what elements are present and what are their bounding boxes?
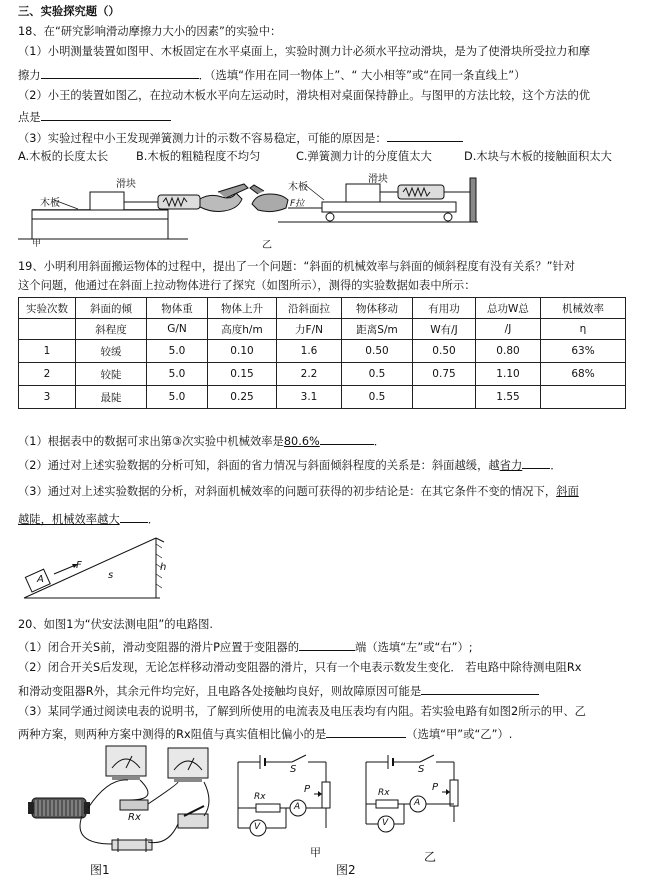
table-cell: 3 [19,386,76,409]
q19-answer-3-blank [120,510,148,523]
spring-scale-icon [158,195,200,209]
q19-data-table [18,297,626,409]
q20-part3-suffix: （选填“甲”或“乙”）. [406,728,513,741]
table-cell: 0.50 [342,340,413,363]
apparatus-figure [28,744,228,862]
table-row [19,340,626,363]
q18-part1-line2 [18,66,634,84]
circuit-jia-voltmeter-label: V [254,822,261,832]
table-header-cell: W有/J [413,319,476,340]
table-cell: 0.50 [413,340,476,363]
table-header-cell: 机械效率 [541,298,626,319]
resistor-icon [376,800,398,808]
q18-part3 [18,129,634,147]
circuit-yi-caption: 乙 [424,850,437,864]
battery-icon [112,838,152,852]
table-cell: 1.6 [277,340,342,363]
table-cell: 0.10 [208,340,277,363]
ammeter-icon [106,746,146,780]
table-cell: 2 [19,363,76,386]
q20-part3-blank[interactable] [326,725,406,738]
q18-stem: 18、在“研究影响滑动摩擦力大小的因素”的实验中： [18,25,282,38]
table-header-cell: 力F/N [277,319,342,340]
q19-stem-line1: 19、小明利用斜面搬运物体的过程中，提出了一个问题：“斜面的机械效率与斜面的倾斜程度有没有关系？”针对 [18,260,576,273]
table-cell: 63% [541,340,626,363]
pulling-hand-icon [250,185,288,212]
q18-option-a[interactable]: A.木板的长度太长 [18,150,109,163]
circuit-jia-figure [230,752,340,844]
table-cell: 0.25 [208,386,277,409]
table-cell: 较陡 [76,363,147,386]
q19-answer-2-text: （2）通过对上述实验数据的分析可知，斜面的省力情况与斜面倾斜程度的关系是：斜面越缓，越 [18,459,500,472]
q19-stem-line2: 这个问题，他通过在斜面上拉动物体进行了探究（如图所示），测得的实验数据如表中所示： [18,279,476,292]
table-cell: 0.75 [413,363,476,386]
circuit-jia-rx-label: Rx [254,792,266,802]
table-cell: 2.2 [277,363,342,386]
fig-b-force-label: F拉 [290,199,305,209]
table-header-cell [19,319,76,340]
q20-part2-line2 [18,682,634,700]
table-header-cell: 高度h/m [208,319,277,340]
pulling-hand-icon [200,184,248,212]
circuit-jia-ammeter-label: A [294,802,301,812]
q19-answer-3-value[interactable]: 斜面 [556,485,579,498]
table-header-cell: 斜面的倾 [76,298,147,319]
q18-part2-line2 [18,108,634,126]
incline-figure [18,530,178,606]
circuit-yi-voltmeter-label: V [382,818,389,828]
table-header-cell: η [541,319,626,340]
circuit-jia-slider-label: P [304,784,311,795]
table-header-cell: 有用功 [413,298,476,319]
fig1-caption: 图1 [90,863,110,877]
incline-slope-label: s [108,570,114,581]
q18-option-c[interactable]: C.弹簧测力计的分度值太大 [296,150,432,163]
circuit-yi-figure [358,752,468,844]
circuit-yi-switch-label: S [418,764,425,775]
q19-answer-1: （1）根据表中的数据可求出第③次实验中机械效率是80.6% ． [18,432,634,450]
incline-force-label: F [76,560,82,571]
switch-icon [420,755,434,762]
table-row [19,363,626,386]
q18-part3-answer-blank[interactable] [387,129,463,142]
spring-scale-icon [398,185,444,199]
table-cell: 5.0 [147,340,208,363]
q18-part2-answer-blank[interactable] [41,108,171,121]
fig-a-board-label: 木板 [40,198,60,209]
table-cell: 0.15 [208,363,277,386]
section-title: 三、实验探究题（） [18,5,120,18]
table-cell: 5.0 [147,386,208,409]
q19-answer-1-blank [320,432,374,445]
apparatus-rx-label: Rx [128,812,141,823]
friction-figure-b [248,170,484,246]
q19-answer-2-value[interactable]: 省力 [499,459,523,472]
circuit-jia-caption: 甲 [310,846,321,859]
table-header-cell: /J [476,319,541,340]
circuit-yi-rx-label: Rx [378,788,390,798]
circuit-jia-switch-label: S [290,764,297,775]
q20-part2-blank[interactable] [421,682,539,695]
q20-part2-text: 和滑动变阻器R外，其余元件均完好，且电路各处接触均良好，则故障原因可能是 [18,685,422,698]
q20-part1-text: （1）闭合开关S前，滑动变阻器的滑片P应置于变阻器的 [18,641,300,654]
q20-part2-line1: （2）闭合开关S后发现，无论怎样移动滑动变阻器的滑片，只有一个电表示数发生变化． 若电路中除待测电阻Rx [18,661,582,674]
rheostat-icon [442,780,458,806]
rheostat-icon [28,798,90,818]
table-header-cell: 实验次数 [19,298,76,319]
table-cell: 0.5 [342,363,413,386]
table-header-row-1 [19,298,626,319]
table-header-cell: 物体上升 [208,298,277,319]
q20-part3-line2 [18,725,634,743]
q19-answer-3-value-cont[interactable]: 越陡，机械效率越大 [18,513,120,526]
q20-stem: 20、如图1为“伏安法测电阻”的电路图. [18,618,214,631]
resistor-icon [120,800,148,810]
q20-part1-blank[interactable] [299,638,355,651]
q19-answer-3-line1 [18,484,634,500]
table-cell: 0.5 [342,386,413,409]
table-header-cell: 总功W总 [476,298,541,319]
q20-part1-suffix: 端（选填“左”或“右”）; [355,641,473,654]
table-cell: 68% [541,363,626,386]
table-cell: 0.80 [476,340,541,363]
table-header-cell: G/N [147,319,208,340]
switch-icon [178,806,208,828]
table-cell[interactable] [541,386,626,409]
switch-icon [292,755,306,762]
battery-icon [260,755,265,769]
q19-answer-3-text: （3）通过对上述实验数据的分析，对斜面机械效率的问题可获得的初步结论是：在其它条件不变的情况下， [18,485,557,498]
table-cell: 1.10 [476,363,541,386]
table-cell: 最陡 [76,386,147,409]
q18-part2-prefix: 点是 [18,111,41,124]
q20-part1 [18,638,634,656]
table-header-row-2 [19,319,626,340]
q18-option-d[interactable]: D.木块与木板的接触面积太大 [464,150,612,163]
q18-part1-prefix: 擦力 [18,69,41,82]
fig-a-block-label: 滑块 [116,179,136,190]
table-row [19,386,626,409]
fig-b-board-label: 木板 [288,182,308,193]
q20-part3-line1: （3）某同学通过阅读电表的说明书，了解到所使用的电流表及电压表均有内阻。若实验电路有如图2所示的甲、乙 [18,705,586,718]
q18-part1-answer-blank[interactable] [41,66,199,79]
q18-part1-line1: （1）小明测量装置如图甲、木板固定在水平桌面上，实验时测力计必须水平拉动滑块，是为了使滑块所受拉力和摩 [18,45,591,58]
q18-part1-suffix: ．（选填“作用在同一物体上”、“ 大小相等”或“在同一条直线上”） [198,69,526,82]
rheostat-icon [314,782,330,808]
q18-part3-text: （3）实验过程中小王发现弹簧测力计的示数不容易稳定，可能的原因是： [18,132,387,145]
circuit-yi-ammeter-label: A [414,798,421,808]
table-cell: 1 [19,340,76,363]
table-cell: 1.55 [476,386,541,409]
circuit-yi-slider-label: P [432,782,439,793]
resistor-icon [256,804,280,812]
q19-answer-2: （2）通过对上述实验数据的分析可知，斜面的省力情况与斜面倾斜程度的关系是：斜面越缓，越省力 ． [18,456,634,474]
table-header-cell: 距离S/m [342,319,413,340]
q20-part3-text: 两种方案，则两种方案中测得的Rx阻值与真实值相比偏小的是 [18,728,327,741]
table-cell: 5.0 [147,363,208,386]
fig-b-block-label: 滑块 [368,174,388,185]
table-cell[interactable] [413,386,476,409]
incline-block-label: A [37,574,44,585]
q18-part2-line1: （2）小王的装置如图乙，在拉动木板水平向左运动时，滑块相对桌面保持静止。与图甲的方法比较，这个方法的优 [18,89,591,102]
q19-answer-3-line2: 越陡，机械效率越大 ． [18,510,634,528]
table-cell: 较缓 [76,340,147,363]
table-cell: 3.1 [277,386,342,409]
table-header-cell: 沿斜面拉 [277,298,342,319]
q19-answer-1-value[interactable]: 80.6% [283,435,320,448]
voltmeter-icon [168,748,208,782]
q18-option-b[interactable]: B.木板的粗糙程度不均匀 [136,150,261,163]
table-header-cell: 物体重 [147,298,208,319]
incline-height-label: h [160,562,167,573]
battery-icon [388,755,393,769]
table-header-cell: 斜程度 [76,319,147,340]
fig-a-caption: 甲 [32,239,42,249]
fig-b-caption: 乙 [262,240,272,251]
table-header-cell: 物体移动 [342,298,413,319]
fig2-caption: 图2 [336,863,356,877]
q19-answer-1-text: （1）根据表中的数据可求出第③次实验中机械效率是 [18,435,284,448]
q19-answer-2-blank [522,456,550,469]
